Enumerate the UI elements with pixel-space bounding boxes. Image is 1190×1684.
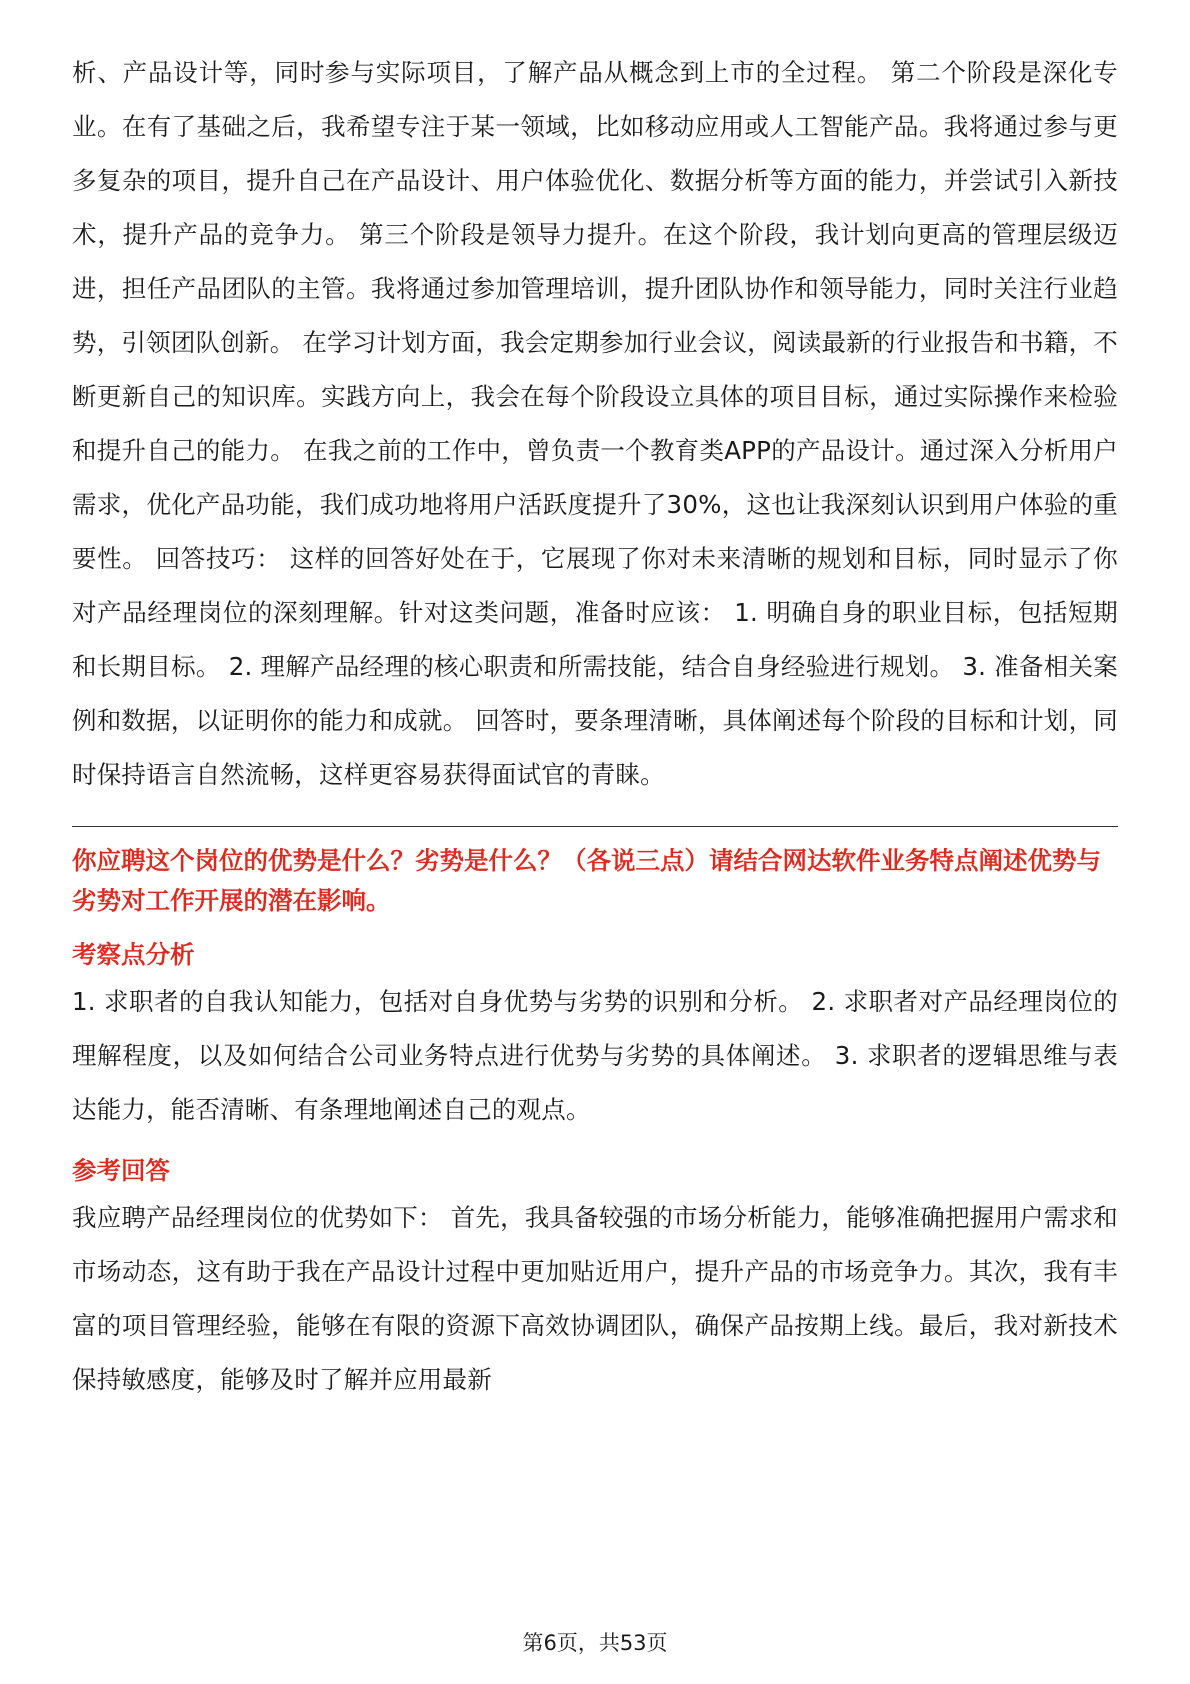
analysis-text: 1. 求职者的自我认知能力，包括对自身优势与劣势的识别和分析。 2. 求职者对产品经理岗位的理解程度，以及如何结合公司业务特点进行优势与劣势的具体阐述。 3. 求职者的逻辑思维与表达能力，能否清晰、有条理地阐述自己的观点。 — [72, 987, 1118, 1124]
analysis-heading: 考察点分析 — [72, 940, 195, 969]
continuation-answer-text: 析、产品设计等，同时参与实际项目，了解产品从概念到上市的全过程。 第二个阶段是深化专业。在有了基础之后，我希望专注于某一领域，比如移动应用或人工智能产品。我将通过参与更多复杂的项目，提升自己在产品设计、用户体验优化、数据分析等方面的能力，并尝试引入新技术，提升产品的竞争力。 第三个阶段是领导力提升。在这个阶段，我计划向更高的管理层级迈进，担任产品团队的主管。我将通过参加管理培训，提升团队协作和领导能力，同时关注行业趋势，引领团队创新。 在学习计划方面，我会定期参加行业会议，阅读最新的行业报告和书籍，不断更新自己的知识库。实践方向上，我会在每个阶段设立具体的项目目标，通过实际操作来检验和提升自己的能力。 在我之前的工作中，曾负责一个教育类APP的产品设计。通过深入分析用户需求，优化产品功能，我们成功地将用户活跃度提升了30%，这也让我深刻认识到用户体验的重要性。 回答技巧： 这样的回答好处在于，它展现了你对未来清晰的规划和目标，同时显示了你对产品经理岗位的深刻理解。针对这类问题，准备时应该： 1. 明确自身的职业目标，包括短期和长期目标。 2. 理解产品经理的核心职责和所需技能，结合自身经验进行规划。 3. 准备相关案例和数据，以证明你的能力和成就。 回答时，要条理清晰，具体阐述每个阶段的目标和计划，同时保持语言自然流畅，这样更容易获得面试官的青睐。 — [72, 58, 1118, 789]
reference-answer-text: 我应聘产品经理岗位的优势如下： 首先，我具备较强的市场分析能力，能够准确把握用户需求和市场动态，这有助于我在产品设计过程中更加贴近用户，提升产品的市场竞争力。其次，我有丰富的项目管理经验，能够在有限的资源下高效协调团队，确保产品按期上线。最后，我对新技术保持敏感度，能够及时了解并应用最新 — [72, 1203, 1118, 1394]
page-content — [72, 46, 1118, 1407]
interview-question: 你应聘这个岗位的优势是什么？劣势是什么？（各说三点）请结合网达软件业务特点阐述优势与劣势对工作开展的潜在影响。 — [72, 846, 1101, 915]
page-number: 第6页，共53页 — [522, 1631, 668, 1655]
reference-answer-heading: 参考回答 — [72, 1156, 170, 1185]
section-divider — [72, 826, 1118, 827]
